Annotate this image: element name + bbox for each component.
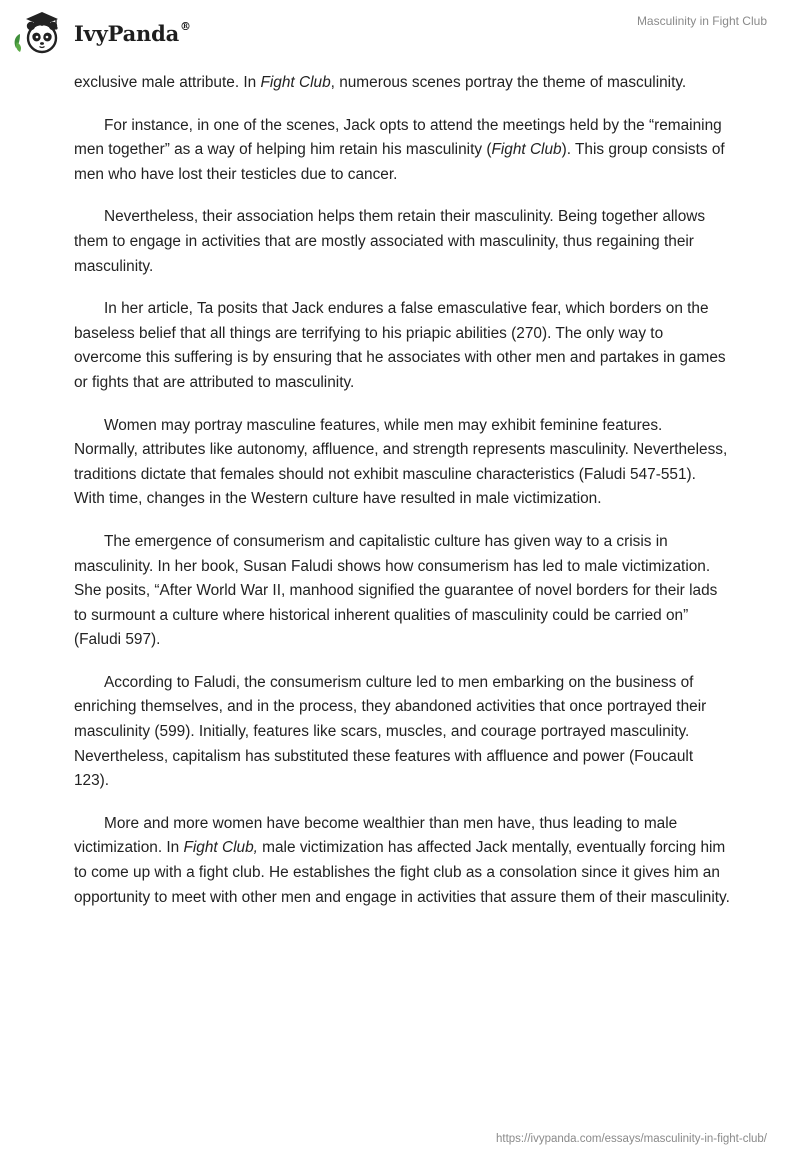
essay-paragraph — [74, 530, 730, 653]
logo[interactable] — [12, 8, 191, 56]
essay-paragraph — [74, 297, 730, 395]
paragraph-text: exclusive male attribute. In — [74, 74, 261, 91]
registered-mark: ® — [180, 19, 191, 33]
paragraph-text: According to Faludi, the consumerism culture led to men embarking on the business of enriching themselves, and in the process, they abandoned activities that once portrayed their masculinity (599). Initially, features like scars, muscles, and courage portrayed masculinity. Nevertheless, capitalism has substituted these features with affluence and power (Foucault 123). — [74, 673, 707, 790]
essay-body — [74, 71, 730, 928]
brand-name: IvyPanda® — [74, 19, 191, 46]
italic-title-text: Fight Club — [260, 74, 331, 91]
essay-paragraph — [74, 812, 730, 910]
italic-title-text: Fight Club, — [183, 839, 258, 857]
document-title: Masculinity in Fight Club — [636, 14, 767, 28]
page-header — [0, 0, 800, 64]
italic-title-text: Fight Club — [491, 141, 562, 159]
paragraph-text: In her article, Ta posits that Jack endures a false emasculative fear, which borders on the baseless belief that all things are terrifying to his priapic abilities (270). The only way to overcome this suffering is by ensuring that he associates with other men and partakes in games or fights that are attributed to masculinity. — [74, 300, 726, 391]
paragraph-text: , numerous scenes portray the theme of masculinity. — [330, 74, 687, 91]
paragraph-text: male victimization has affected Jack mentally, eventually forcing him to come up with a fight club. He establishes the fight club as a consolation since it gives him an opportunity to meet with other men and engage in activities that assure them of their masculinity. — [74, 839, 730, 906]
paragraph-text: Nevertheless, their association helps them retain their masculinity. Being together allows them to engage in activities that are mostly associated with masculinity, thus regaining their masculinity. — [74, 208, 706, 275]
paragraph-text: More and more women have become wealthier than men have, thus leading to male victimization. In — [74, 814, 678, 857]
paragraph-text: Women may portray masculine features, while men may exhibit feminine features. Normally, attributes like autonomy, affluence, and strength represents masculinity. Nevertheless, traditions dictate that females should not exhibit masculine characteristics (Faludi 547-551). With time, changes in the Western culture have resulted in male victimization. — [74, 416, 728, 508]
essay-paragraph — [74, 414, 730, 512]
paragraph-text: ). This group consists of men who have lost their testicles due to cancer. — [74, 141, 725, 183]
source-url[interactable]: https://ivypanda.com/essays/masculinity-in-fight-club/ — [496, 1133, 767, 1145]
essay-paragraph — [74, 71, 730, 96]
essay-paragraph — [74, 671, 730, 794]
paragraph-text: The emergence of consumerism and capitalistic culture has given way to a crisis in masculinity. In her book, Susan Faludi shows how consumerism has led to male victimization. She posits, “After World War II, manhood signified the guarantee of novel borders for their lads to surmount a culture where historical inherent qualities of masculinity could be carried on” (Faludi 597). — [74, 532, 718, 649]
essay-paragraph — [74, 114, 730, 188]
paragraph-text: For instance, in one of the scenes, Jack opts to attend the meetings held by the “remaining men together” as a way of helping him retain his masculinity ( — [74, 116, 722, 159]
panda-mascot-icon — [12, 8, 68, 56]
essay-paragraph — [74, 205, 730, 279]
